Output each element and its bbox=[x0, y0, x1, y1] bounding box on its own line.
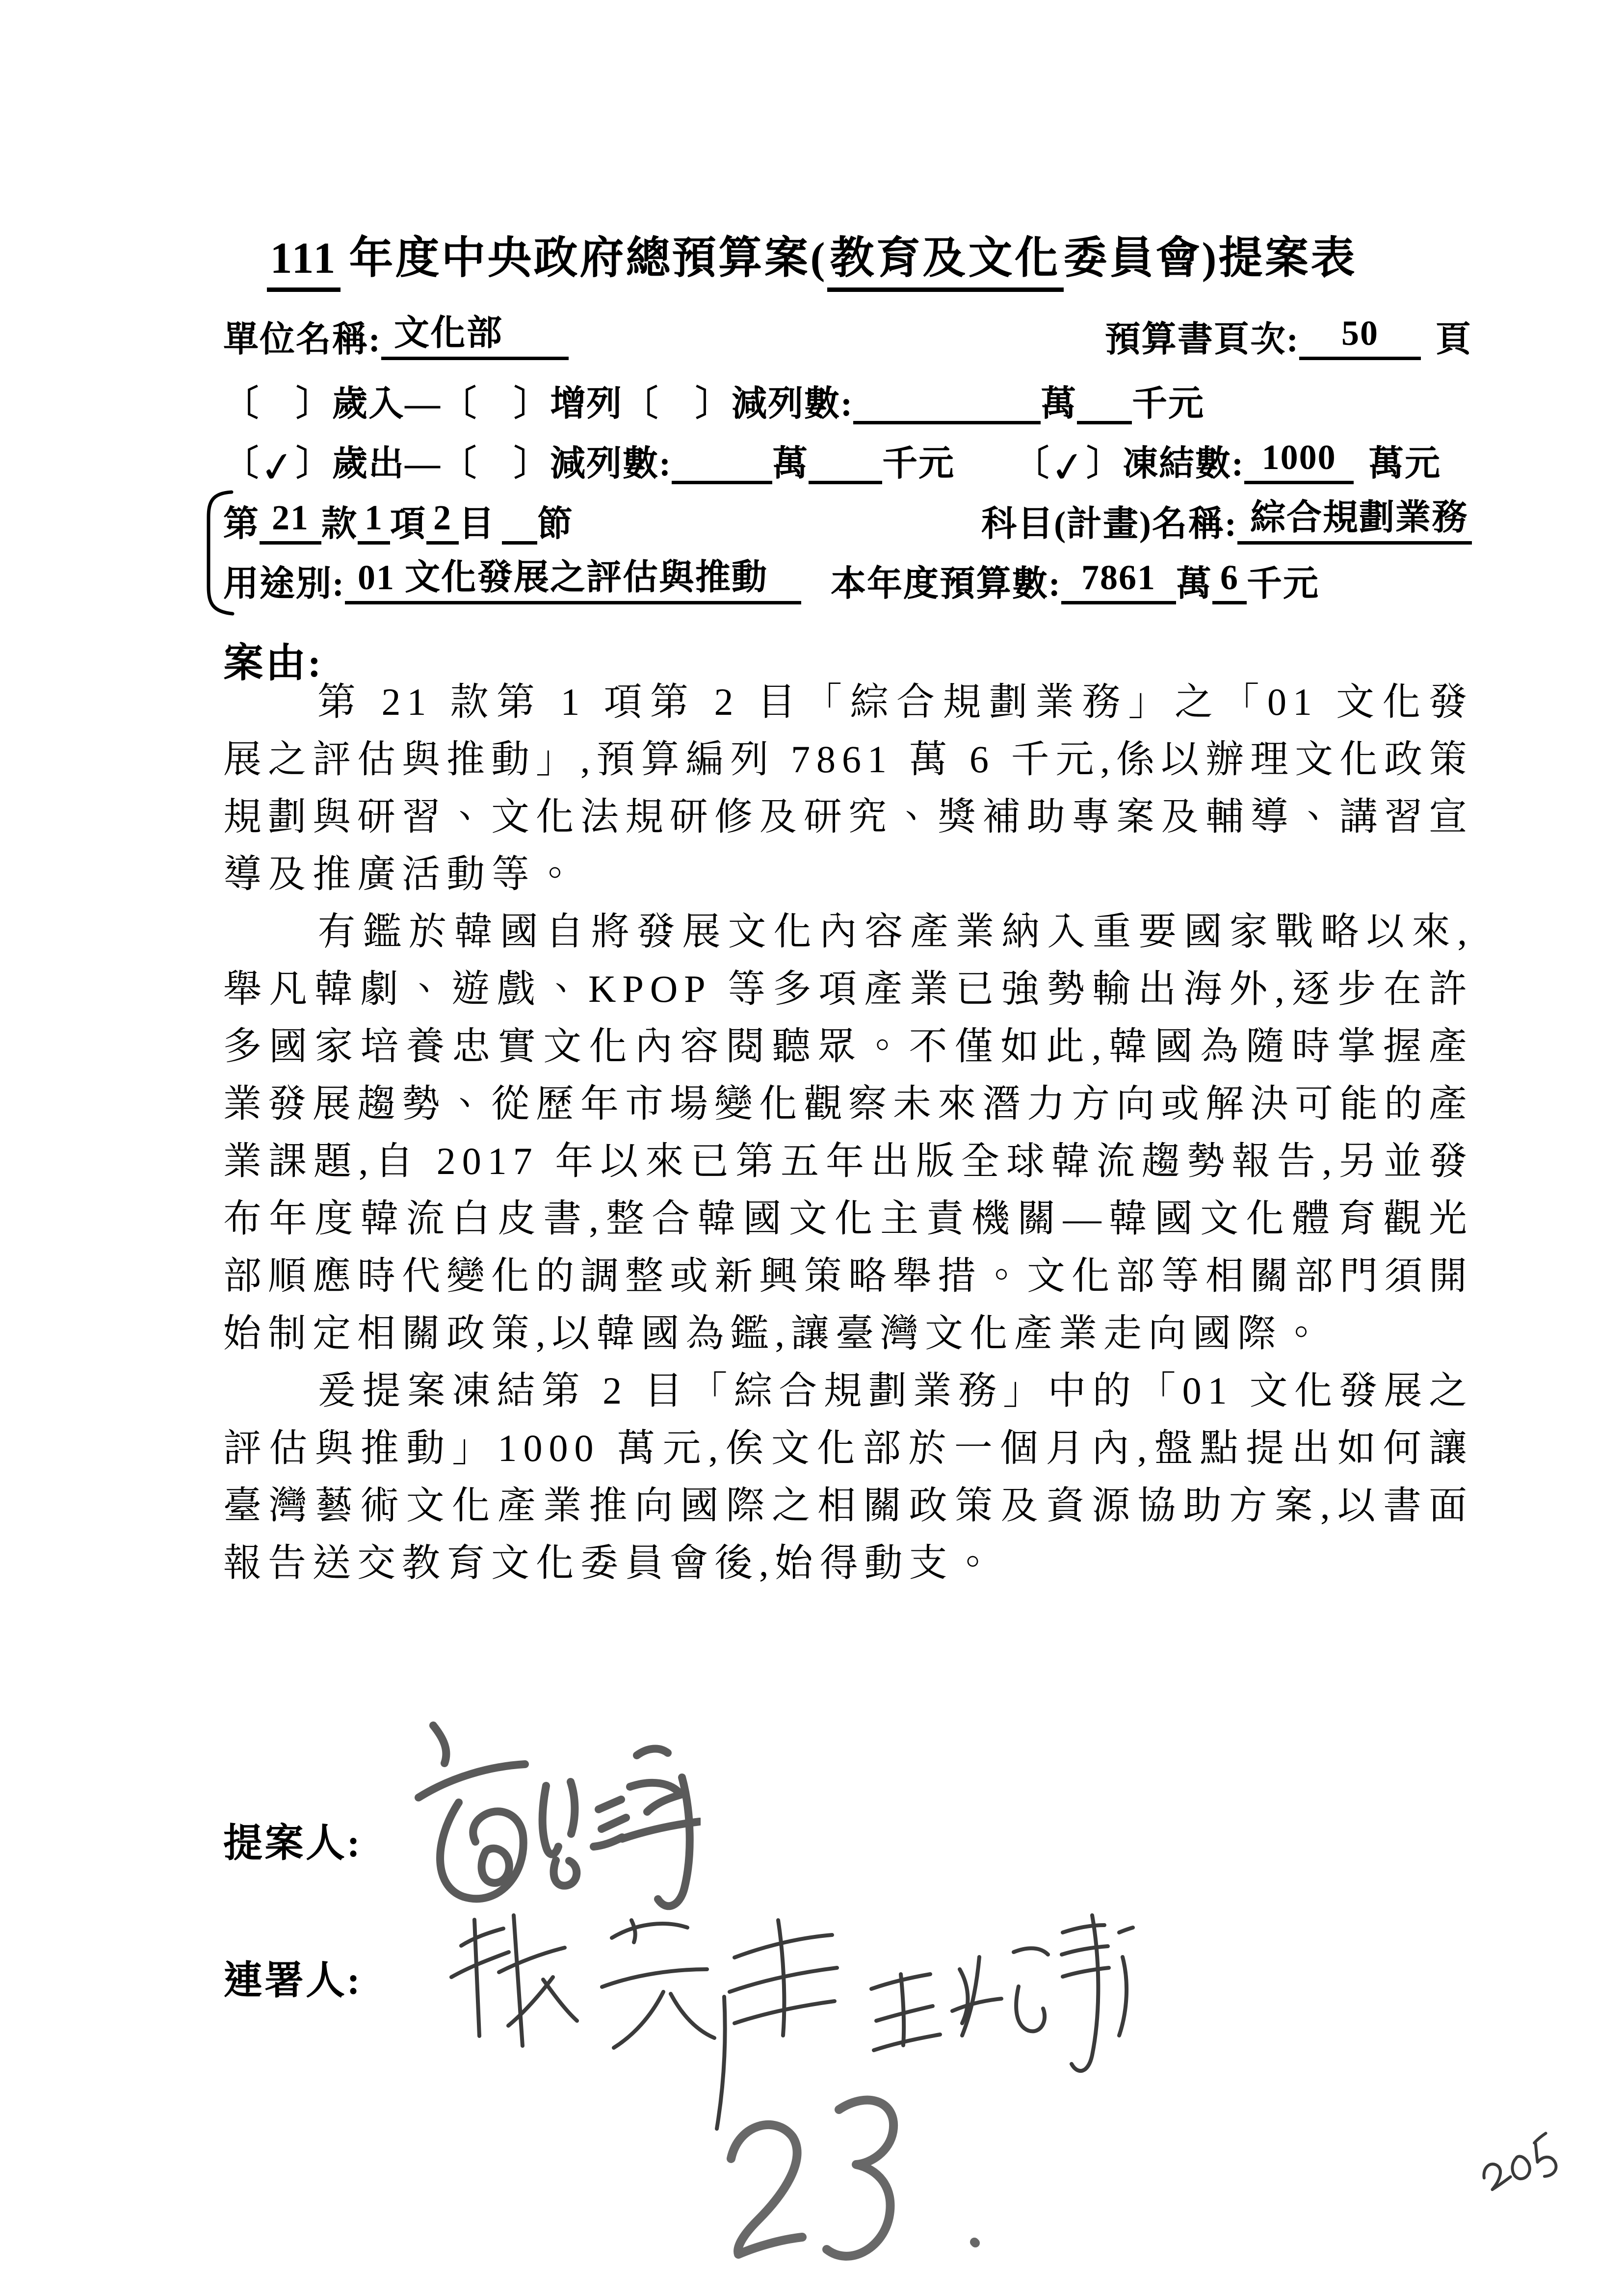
dash: — bbox=[405, 384, 442, 423]
page-title bbox=[0, 222, 1624, 286]
expense-cut-label: 減列數: bbox=[550, 444, 672, 484]
freeze-value: 1000 bbox=[1244, 438, 1354, 484]
usage-value: 01 文化發展之評估與推動 bbox=[345, 558, 801, 604]
checkbox-expense-cut bbox=[441, 444, 550, 484]
check-icon-expense-cut bbox=[478, 483, 514, 488]
freeze-label: 凍結數: bbox=[1123, 444, 1245, 484]
budget-page-unit: 頁 bbox=[1435, 320, 1472, 360]
unit-name-label: 單位名稱: bbox=[223, 320, 381, 360]
bracket-open-icon: 〔 bbox=[623, 384, 659, 423]
check-icon-expense: ✓ bbox=[257, 441, 299, 495]
checkbox-revenue-add bbox=[441, 384, 550, 424]
annual-budget-qian-value: 6 bbox=[1212, 558, 1247, 604]
check-icon-cut bbox=[659, 423, 695, 427]
revenue-label: 歲入 bbox=[332, 384, 405, 423]
unit-qianyuan: 千元 bbox=[1246, 564, 1319, 604]
item-mu: 目 bbox=[459, 504, 496, 544]
row-unit-name bbox=[223, 314, 1472, 360]
item-xiang-no: 1 bbox=[358, 498, 390, 545]
budget-page-label: 預算書頁次: bbox=[1105, 320, 1299, 360]
cut-label: 減列數: bbox=[732, 384, 854, 423]
unit-wan: 萬 bbox=[1041, 384, 1077, 423]
bracket-open-icon: 〔 bbox=[1014, 444, 1050, 484]
unit-wan: 萬 bbox=[1176, 564, 1212, 604]
case-paragraph-2: 有鑑於韓國自將發展文化內容產業納入重要國家戰略以來,舉凡韓劇、遊戲、KPOP 等多項產業已強勢輸出海外,逐步在許多國家培養忠實文化內容閱聽眾。不僅如此,韓國為隨時掌握產業發展趨勢、從歷年市場變化觀察未來潛力方向或解決可能的產業課題,自 2017 年以來已第五年出版全球韓流趨勢報告,另並發布年度韓流白皮書,整合韓國文化主責機關—韓國文化體育觀光部順應時代變化的調整或新興策略舉措。文化部等相關部門須開始制定相關政策,以韓國為鑑,讓臺灣文化產業走向國際。 bbox=[223, 910, 1474, 1355]
title-seg2: 委員會)提案表 bbox=[1063, 234, 1357, 283]
checkbox-expense bbox=[223, 441, 333, 495]
subject-value: 綜合規劃業務 bbox=[1237, 498, 1472, 545]
unit-wan: 萬 bbox=[772, 444, 809, 484]
handwritten-page-number-205 bbox=[1463, 2114, 1570, 2210]
bracket-open-icon: 〔 bbox=[441, 384, 478, 423]
unit-qianyuan: 千元 bbox=[882, 444, 955, 484]
row-usage bbox=[223, 558, 1319, 604]
case-paragraph-1: 第 21 款第 1 項第 2 目「綜合規劃業務」之「01 文化發展之評估與推動」,預算編列 7861 萬 6 千元,係以辦理文化政策規劃與研習、文化法規研修及研究、獎補助專案及輔導、講習宣導及推廣活動等。 bbox=[223, 680, 1474, 895]
item-mu-no: 2 bbox=[426, 498, 459, 545]
case-body bbox=[223, 673, 1473, 1592]
title-seg1: 年度中央政府總預算案( bbox=[349, 234, 827, 283]
bracket-open-icon: 〔 bbox=[223, 444, 260, 484]
title-committee: 教育及文化 bbox=[827, 234, 1064, 292]
proposer-label: 提案人: bbox=[223, 1822, 362, 1865]
check-icon-freeze: ✓ bbox=[1047, 441, 1090, 495]
item-di: 第 bbox=[223, 504, 260, 544]
expense-label: 歲出 bbox=[332, 444, 405, 484]
row-expense bbox=[223, 438, 1441, 495]
case-label: 案由: bbox=[223, 641, 323, 685]
blank-underline-qian bbox=[1077, 386, 1132, 424]
checkbox-freeze bbox=[1014, 441, 1123, 495]
bracket-open-icon: 〔 bbox=[441, 444, 478, 484]
add-label: 增列 bbox=[550, 384, 623, 423]
freeze-unit: 萬元 bbox=[1368, 444, 1441, 484]
checkbox-revenue-cut bbox=[623, 384, 732, 424]
blank-underline-wan bbox=[672, 445, 772, 484]
blank-underline-qian bbox=[809, 445, 882, 484]
title-year: 111 bbox=[267, 234, 340, 292]
item-kuan-no: 21 bbox=[260, 498, 321, 545]
budget-page-value: 50 bbox=[1299, 314, 1421, 360]
check-icon-add bbox=[478, 423, 514, 427]
row-item bbox=[223, 498, 1472, 545]
unit-qianyuan: 千元 bbox=[1132, 384, 1205, 423]
item-jie: 節 bbox=[537, 504, 574, 544]
usage-label: 用途別: bbox=[223, 564, 345, 604]
dash: — bbox=[405, 444, 442, 484]
item-kuan: 款 bbox=[321, 504, 358, 544]
row-revenue bbox=[223, 384, 1205, 424]
item-xiang: 項 bbox=[390, 504, 427, 544]
bracket-close-icon: 〕 bbox=[514, 384, 550, 423]
case-paragraph-3: 爰提案凍結第 2 目「綜合規劃業務」中的「01 文化發展之評估與推動」1000 萬元,俟文化部於一個月內,盤點提出如何讓臺灣藝術文化產業推向國際之相關政策及資源協助方案,以書面報告送交教育文化委員會後,始得動支。 bbox=[223, 1369, 1473, 1584]
blank-underline-wan bbox=[853, 386, 1041, 424]
bracket-close-icon: 〕 bbox=[296, 444, 333, 484]
bracket-close-icon: 〕 bbox=[695, 384, 732, 423]
unit-name-value: 文化部 bbox=[381, 314, 569, 360]
bracket-close-icon: 〕 bbox=[296, 384, 333, 423]
handwritten-number-23 bbox=[701, 2079, 995, 2285]
subject-label: 科目(計畫)名稱: bbox=[981, 504, 1237, 544]
cosigner-label: 連署人: bbox=[223, 1959, 362, 2003]
checkbox-revenue bbox=[223, 384, 332, 424]
check-icon-revenue bbox=[260, 423, 296, 427]
bracket-close-icon: 〕 bbox=[514, 444, 550, 484]
bracket-open-icon: 〔 bbox=[223, 384, 260, 423]
blank-underline-jie bbox=[502, 506, 537, 545]
annual-budget-value: 7861 bbox=[1061, 558, 1176, 604]
annual-budget-label: 本年度預算數: bbox=[830, 564, 1061, 604]
bracket-close-icon: 〕 bbox=[1086, 444, 1123, 484]
